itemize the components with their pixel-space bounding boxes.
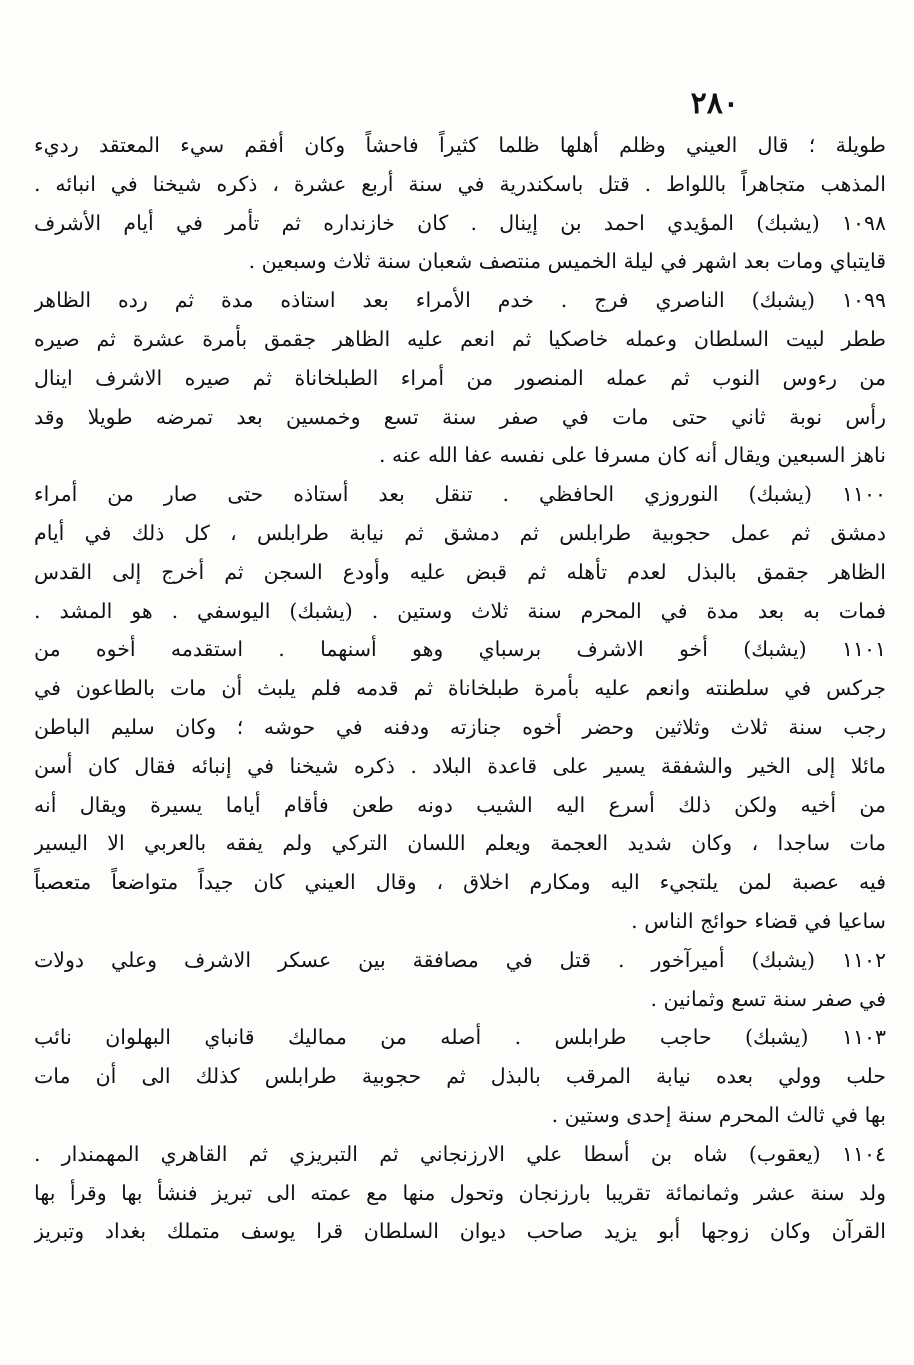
text-line: ناهز السبعين ويقال أنه كان مسرفا على نفسه عفا الله عنه .: [379, 443, 886, 468]
entry-line: ١١٠٤ (يعقوب) شاه بن أسطا علي الارزنجاني ثم التبريزي ثم القاهري المهمندار .: [34, 1141, 886, 1166]
text-line: بها في ثالث المحرم سنة إحدى وستين .: [551, 1102, 886, 1127]
text-line: الظاهر جقمق بالبذل لعدم تأهله ثم قبض عليه وأودع السجن ثم أخرج إلى القدس: [34, 559, 886, 584]
text-line: مائلا إلى الخير والشفقة يسير على قاعدة البلاد . ذكره شيخنا في إنبائه فقال كان أسن: [34, 753, 886, 778]
text-line: دمشق ثم عمل حجوبية طرابلس ثم دمشق ثم نيابة طرابلس ، كل ذلك في أيام: [34, 520, 886, 545]
text-line: فمات به بعد مدة في المحرم سنة ثلاث وستين . (يشبك) اليوسفي . هو المشد .: [34, 598, 886, 623]
entry-line: ١٠٩٩ (يشبك) الناصري فرج . خدم الأمراء بعد استاذه مدة ثم رده الظاهر: [34, 288, 886, 313]
text-line: في صفر سنة تسع وثمانين .: [650, 986, 886, 1011]
text-line: رأس نوبة ثاني حتى مات في صفر سنة تسع وخمسين بعد تمرضه طويلا وقد: [34, 404, 886, 429]
entry-line: ١٠٩٨ (يشبك) المؤيدي احمد بن إينال . كان خازنداره ثم تأمر في أيام الأشرف: [34, 210, 886, 235]
text-line: رجب سنة ثلاث وثلاثين وحضر أخوه جنازته ودفنه في حوشه ؛ وكان سليم الباطن: [34, 714, 886, 739]
text-line: قايتباي ومات بعد اشهر في ليلة الخميس منتصف شعبان سنة ثلاث وسبعين .: [248, 249, 886, 274]
text-line: من أخيه ولكن ذلك أسرع اليه الشيب دونه طعن فأقام أياما يسيرة ويقال أنه: [34, 792, 886, 817]
text-line: جركس في سلطنته وانعم عليه بأمرة طبلخاناة ثم قدمه فلم يلبث أن مات بالطاعون في: [34, 676, 886, 701]
entry-line: ١١٠٢ (يشبك) أميرآخور . قتل في مصافقة بين عسكر الاشرف وعلي دولات: [34, 947, 886, 972]
text-line: القرآن وكان زوجها أبو يزيد صاحب ديوان السلطان قرا يوسف متملك بغداد وتبريز: [34, 1219, 886, 1244]
text-line: حلب وولي بعده نيابة المرقب بالبذل ثم حجوبية طرابلس كذلك الى أن مات: [34, 1064, 886, 1089]
entry-line: ١١٠١ (يشبك) أخو الاشرف برسباي وهو أسنهما . استقدمه أخوه من: [34, 637, 886, 662]
text-line: ولد سنة عشر وثمانمائة تقريبا بارزنجان وتحول منها مع عمته الى تبريز فنشأ بها وقرأ بها: [34, 1180, 886, 1205]
text-line: ططر لبيت السلطان وعمله خاصكيا ثم انعم عليه الظاهر جقمق بأمرة عشرة ثم صيره: [34, 326, 886, 351]
text-line: فيه عصبة لمن يلتجيء اليه ومكارم اخلاق ، وقال العيني كان جيداً متواضعاً متعصباً: [34, 870, 886, 895]
text-line: مات ساجدا ، وكان شديد العجمة ويعلم اللسان التركي ولم يفقه بالعربي الا اليسير: [34, 831, 886, 856]
text-line: المذهب متجاهراً باللواط . قتل باسكندرية في سنة أربع عشرة ، ذكره شيخنا في انبائه .: [34, 171, 886, 196]
page-number: ٢٨٠: [690, 86, 739, 121]
entry-line: ١١٠٠ (يشبك) النوروزي الحافظي . تنقل بعد أستاذه حتى صار من أمراء: [34, 482, 886, 507]
text-line: طويلة ؛ قال العيني وظلم أهلها ظلما كثيراً فاحشاً وكان أفقم سيء المعتقد رديء: [34, 133, 886, 157]
text-body: [34, 126, 886, 1251]
entry-line: ١١٠٣ (يشبك) حاجب طرابلس . أصله من مماليك قانباي البهلوان نائب: [34, 1025, 886, 1050]
text-line: ساعيا في قضاء حوائج الناس .: [631, 908, 886, 933]
text-line: من رءوس النوب ثم عمله المنصور من أمراء الطبلخاناة ثم صيره الاشرف اينال: [34, 365, 886, 390]
